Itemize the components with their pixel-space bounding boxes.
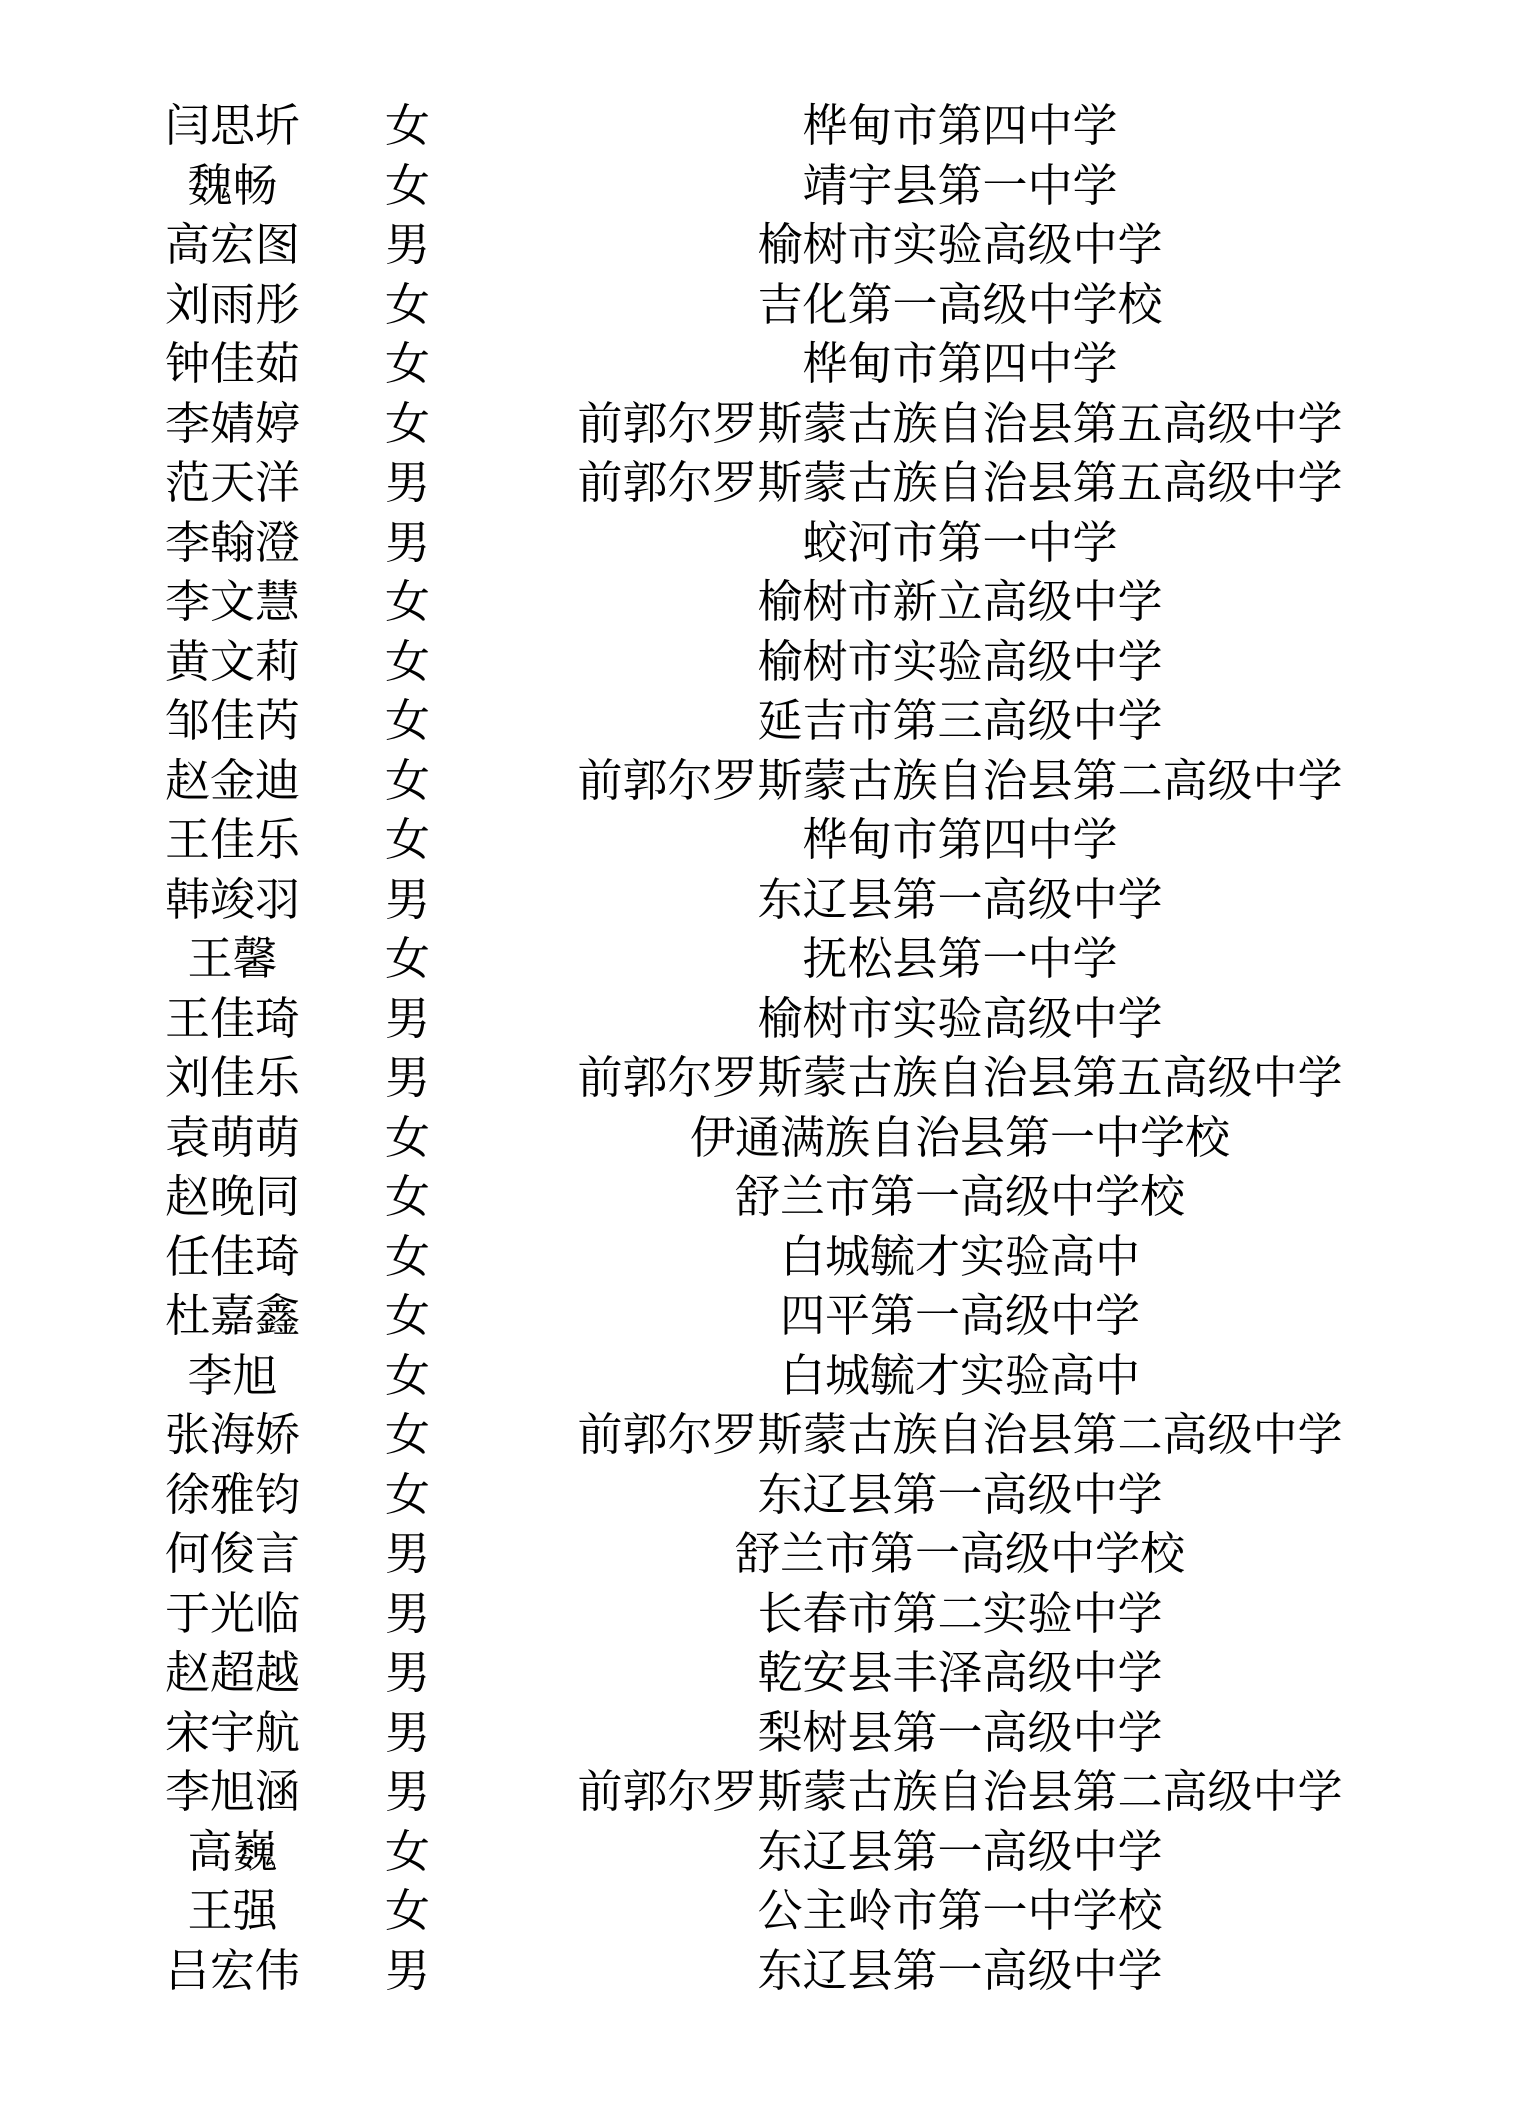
table-row [0,1227,1522,1287]
table-row [0,572,1522,632]
student-gender: 男 [385,1586,431,1640]
student-school: 吉化第一高级中学校 [757,277,1163,331]
table-row [0,1941,1522,2001]
table-row [0,1405,1522,1465]
student-gender: 女 [385,813,431,866]
student-school: 桦甸市第四中学 [802,337,1118,390]
table-row [0,1167,1522,1227]
student-gender: 女 [385,1229,431,1283]
student-school: 舒兰市第一高级中学校 [734,1170,1185,1223]
table-row [0,1703,1522,1763]
student-name: 闫思圻 [164,99,300,152]
student-school: 榆树市实验高级中学 [757,218,1163,271]
student-gender: 女 [385,634,431,688]
student-school: 前郭尔罗斯蒙古族自治县第五高级中学 [577,396,1343,450]
student-school: 榆树市新立高级中学 [757,575,1163,628]
student-name: 黄文莉 [164,634,300,688]
student-gender: 女 [385,1348,431,1402]
student-school: 靖宇县第一中学 [802,158,1118,212]
student-school: 前郭尔罗斯蒙古族自治县第二高级中学 [577,1408,1343,1461]
table-row [0,453,1522,513]
student-list [0,96,1522,2000]
student-name: 刘雨彤 [164,277,300,331]
student-gender: 女 [385,277,431,331]
student-school: 前郭尔罗斯蒙古族自治县第二高级中学 [577,1765,1343,1818]
student-gender: 女 [385,337,431,390]
student-school: 东辽县第一高级中学 [757,872,1163,926]
student-gender: 男 [385,1527,431,1580]
student-school: 东辽县第一高级中学 [757,1943,1163,1997]
student-name: 何俊言 [164,1527,300,1580]
student-name: 赵超越 [164,1646,300,1699]
student-gender: 女 [385,1170,431,1223]
student-gender: 男 [385,991,431,1045]
student-gender: 男 [385,218,431,271]
student-name: 刘佳乐 [164,1051,300,1104]
student-name: 魏畅 [187,158,278,212]
student-school: 白城毓才实验高中 [779,1348,1140,1402]
student-gender: 男 [385,872,431,926]
student-school: 桦甸市第四中学 [802,813,1118,866]
table-row [0,1822,1522,1882]
student-school: 四平第一高级中学 [779,1289,1140,1342]
student-school: 桦甸市第四中学 [802,99,1118,152]
student-gender: 男 [385,1646,431,1699]
student-school: 舒兰市第一高级中学校 [734,1527,1185,1580]
student-name: 范天洋 [164,456,300,509]
student-gender: 女 [385,1408,431,1461]
table-row [0,215,1522,275]
student-school: 伊通满族自治县第一中学校 [689,1110,1230,1164]
table-row [0,156,1522,216]
student-school: 梨树县第一高级中学 [757,1705,1163,1759]
table-row [0,810,1522,870]
student-gender: 男 [385,515,431,569]
student-school: 抚松县第一中学 [802,932,1118,985]
student-name: 高宏图 [164,218,300,271]
table-row [0,1346,1522,1406]
student-gender: 女 [385,753,431,807]
student-name: 任佳琦 [164,1229,300,1283]
student-name: 李旭涵 [164,1765,300,1818]
table-row [0,691,1522,751]
table-row [0,1524,1522,1584]
table-row [0,275,1522,335]
student-gender: 女 [385,1289,431,1342]
student-name: 张海娇 [164,1408,300,1461]
student-school: 前郭尔罗斯蒙古族自治县第二高级中学 [577,753,1343,807]
student-gender: 男 [385,456,431,509]
table-row [0,870,1522,930]
student-gender: 女 [385,575,431,628]
student-gender: 女 [385,396,431,450]
student-name: 高巍 [187,1824,278,1878]
student-name: 邹佳芮 [164,694,300,747]
student-name: 赵晚同 [164,1170,300,1223]
table-row [0,513,1522,573]
student-gender: 女 [385,1467,431,1521]
student-school: 白城毓才实验高中 [779,1229,1140,1283]
student-school: 东辽县第一高级中学 [757,1824,1163,1878]
table-row [0,1286,1522,1346]
student-gender: 男 [385,1705,431,1759]
student-name: 袁萌萌 [164,1110,300,1164]
student-gender: 女 [385,158,431,212]
student-gender: 女 [385,99,431,152]
student-school: 乾安县丰泽高级中学 [757,1646,1163,1699]
student-name: 王馨 [187,932,278,985]
student-school: 公主岭市第一中学校 [757,1884,1163,1937]
table-row [0,1465,1522,1525]
student-name: 李婧婷 [164,396,300,450]
student-school: 东辽县第一高级中学 [757,1467,1163,1521]
student-gender: 女 [385,1110,431,1164]
student-name: 杜嘉鑫 [164,1289,300,1342]
table-row [0,632,1522,692]
table-row [0,394,1522,454]
student-gender: 女 [385,694,431,747]
student-name: 徐雅钧 [164,1467,300,1521]
student-name: 王佳乐 [164,813,300,866]
student-name: 李文慧 [164,575,300,628]
student-gender: 女 [385,932,431,985]
student-name: 宋宇航 [164,1705,300,1759]
student-school: 前郭尔罗斯蒙古族自治县第五高级中学 [577,456,1343,509]
student-school: 长春市第二实验中学 [757,1586,1163,1640]
table-row [0,751,1522,811]
table-row [0,1584,1522,1644]
table-row [0,334,1522,394]
student-gender: 男 [385,1943,431,1997]
student-name: 于光临 [164,1586,300,1640]
student-school: 前郭尔罗斯蒙古族自治县第五高级中学 [577,1051,1343,1104]
table-row [0,1643,1522,1703]
student-gender: 男 [385,1051,431,1104]
student-name: 李旭 [187,1348,278,1402]
table-row [0,929,1522,989]
table-row [0,96,1522,156]
table-row [0,1881,1522,1941]
student-gender: 女 [385,1884,431,1937]
student-school: 蛟河市第一中学 [802,515,1118,569]
student-name: 王佳琦 [164,991,300,1045]
table-row [0,989,1522,1049]
table-row [0,1048,1522,1108]
student-name: 吕宏伟 [164,1943,300,1997]
table-row [0,1108,1522,1168]
student-name: 赵金迪 [164,753,300,807]
student-name: 韩竣羽 [164,872,300,926]
student-school: 延吉市第三高级中学 [757,694,1163,747]
student-school: 榆树市实验高级中学 [757,991,1163,1045]
student-gender: 男 [385,1765,431,1818]
student-name: 钟佳茹 [164,337,300,390]
student-name: 王强 [187,1884,278,1937]
table-row [0,1762,1522,1822]
student-name: 李翰澄 [164,515,300,569]
student-gender: 女 [385,1824,431,1878]
student-school: 榆树市实验高级中学 [757,634,1163,688]
